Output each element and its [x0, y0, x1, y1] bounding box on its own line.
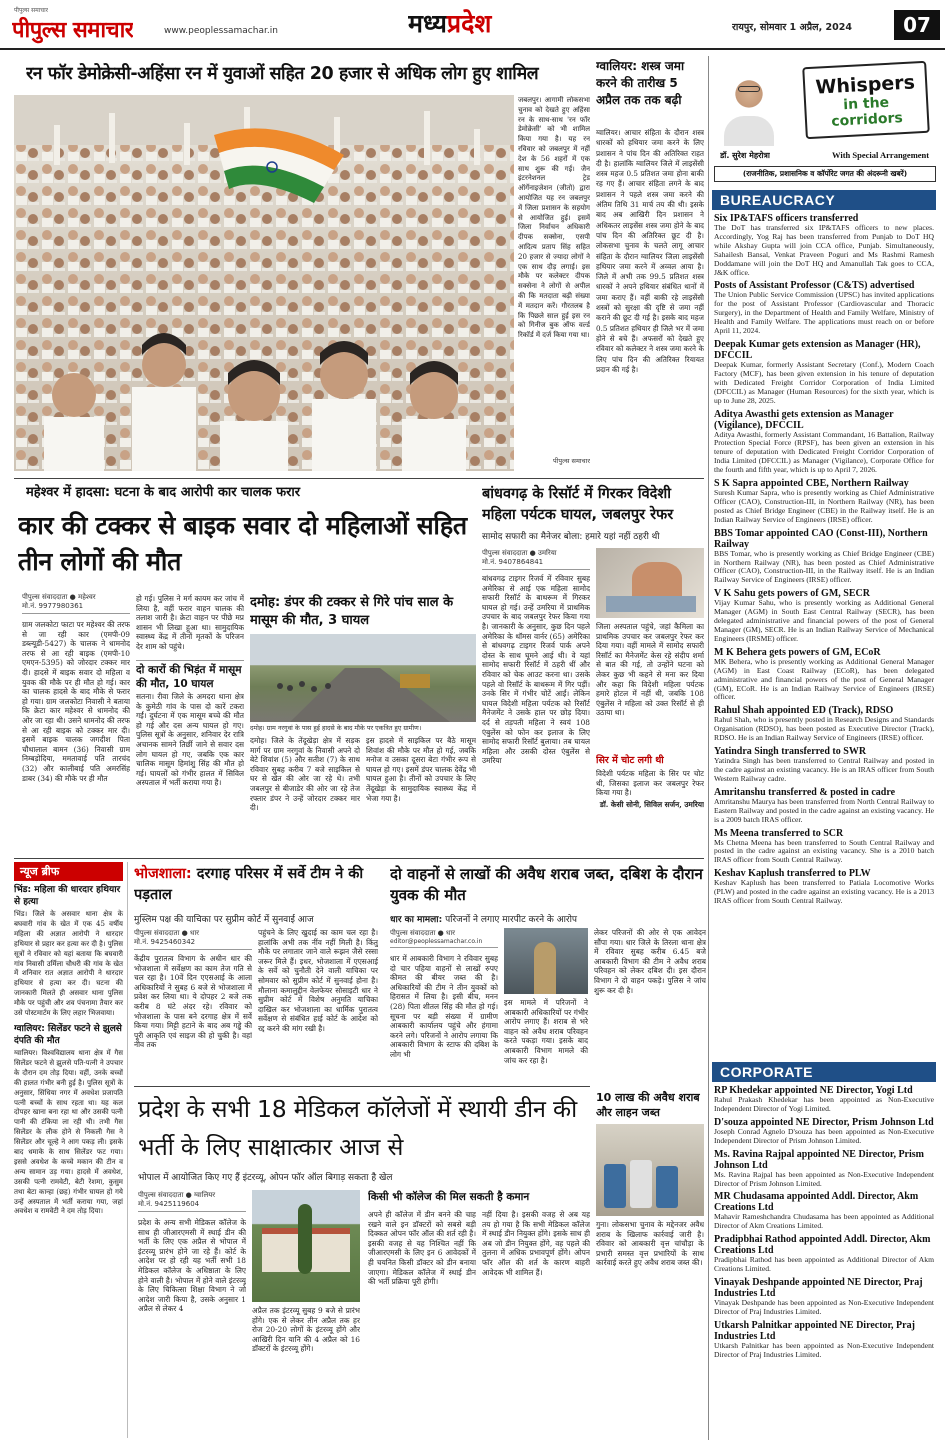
bandhavgarh-box-text: विदेशी पर्यटक महिला के सिर पर चोट थी, जिसका इलाज कर जबलपुर रेफर किया गया है। [596, 769, 704, 798]
damoh-headline: दमोह: डंपर की टक्कर से गिरे पांच साल के मासूम की मौत, 3 घायल [250, 595, 454, 628]
corp-text: Utkarsh Palnitkar has been appointed as Non-Executive Independent Director of Praj Industries Limited. [714, 1340, 934, 1359]
damoh-col2 [366, 736, 476, 852]
maheshwar-col2-text: हो गई। पुलिस ने मर्ग कायम कर जांच में लिया है, वहीं फरार वाहन चालक की तलाश जारी है। क्रेटा वाहन पर पीछे मप्र शासन भी लिखा हुआ था। सामुदायिक स्वास्थ्य केंद्र में तीनों मृतकों के परिजन देर शाम को पहुंचे। [136, 594, 244, 651]
bureau-text: Keshav Kaplush has been transferred to Patiala Locomotive Works (PLW) and posted in the cadre against an existing vacancy. He is a 2013 IRAS officer from South Central Railway. [714, 878, 934, 906]
bandhavgarh-photo [596, 548, 704, 618]
guna-liquor-text [596, 1220, 704, 1438]
bureau-text: Deepak Kumar, formerly Assistant Secretary (Conf.), Modern Coach Factory (MCF), has been given extension in his tenure of deputation with Dedicated Freight Corridor Corporation of India Limited (DFCCIL) as Manager (Human Resources) for the sixth year, which is up to June 28, 2025. [714, 359, 934, 405]
medical-col1 [138, 1218, 246, 1438]
corp-text: Joseph Conrad Agnelo D'souza has been appointed as Non-Executive Independent Director of Prism Johnson Limited. [714, 1126, 934, 1145]
bureau-heading: Deepak Kumar gets extension as Manager (HR), DFCCIL [714, 338, 921, 361]
bandhavgarh-box-head: सिर में चोट लगी थी [596, 755, 664, 766]
officer-figure [534, 942, 556, 994]
medical-photo [252, 1190, 360, 1302]
bhojshala-colon: : [185, 866, 197, 882]
whispers-title-line2: in the corridors [830, 94, 904, 130]
medical-sub: भोपाल में आयोजित किए गए हैं इंटरव्यू, ओपन फॉर ऑल बिगाड़ सकता है खेल [138, 1173, 393, 1183]
masthead-logo: पीपुल्स समाचार [12, 18, 134, 43]
lead-photo-credit: पीपुल्स समाचार [553, 457, 590, 465]
road-scene [250, 634, 476, 722]
maheshwar-kicker: महेश्वर में हादसा: घटना के बाद आरोपी कार चालक फरार [26, 485, 301, 500]
bhojshala-mobile: मो.नं. 9425460342 [134, 938, 252, 950]
page-number: 07 [894, 10, 940, 40]
dhar-liquor-photo [504, 928, 588, 994]
bandhavgarh-col1 [482, 574, 590, 856]
corporate-section-header: CORPORATE [712, 1062, 936, 1082]
bureau-heading: Ms Meena transferred to SCR [714, 827, 844, 839]
bhojshala-col1 [134, 954, 252, 1082]
bhojshala-col2-text: पहुंचने के लिए खुदाई का काम चल रहा है। हालांकि अभी तक नींव नहीं मिली है। किंतु मौके पर लगातार जाने वाले रूझन जैसे रस्सा जरूर मिले हैं। इधर, भोजशाला में एएसआई के सर्वे को चुनौती देने वाली याचिका पर सोमवार को सुप्रीम कोर्ट में सुनवाई होना है। मौलाना कमालुद्दीन वेलफेयर सोसाइटी धार ने सुप्रीम कोर्ट में विशेष अनुमति याचिका दाखिल कर भोजशाला का धार्मिक पुरातत्व सर्वेक्षण से संबंधित हाई कोर्ट के आदेश को रद्द करने की मांग रखी है। [258, 928, 378, 1033]
dhar-liquor-byline-block [390, 928, 498, 951]
bureau-heading: Posts of Assistant Professor (C&TS) advertised [714, 280, 915, 292]
hospital-bed [606, 596, 696, 612]
bureau-heading: Yatindra Singh transferred to SWR [714, 746, 867, 758]
corp-text: Vinayak Deshpande has been appointed as Non-Executive Independent Director of Praj Industries Limited. [714, 1298, 934, 1316]
bandhavgarh-mobile: मो.नं. 9407864841 [482, 558, 590, 570]
whispers-arrangement: With Special Arrangement [832, 150, 930, 160]
bhojshala-sub: मुस्लिम पक्ष की याचिका पर सुप्रीम कोर्ट में सुनवाई आज [134, 915, 314, 925]
maheshwar-col1 [22, 620, 130, 852]
whispers-banner [712, 58, 936, 188]
corp-text: Pradipbhai Rathod has been appointed as Additional Director of Akm Creations Limited. [714, 1255, 934, 1274]
bhojshala-col1-text: केंद्रीय पुरातत्व विभाग के अधीन धार की भोजशाला में सर्वेक्षण का काम तेज गति से चल रहा है। 10वें दिन एएसआई के आला अधिकारियों ने सुबह 6 बजे से भोजशाला में प्रवेश कर लिया था। ये दोपहर 2 बजे तक करीब 8 घंटे अंदर रहे। रविवार को भोजशाला के पास बने दरगाह क्षेत्र में सर्वे किया गया। मिट्टी हटाने के बाद अब गड्ढे की पूरी आकृति एवं साइज की हो चुकी है। वहां नीव तक [134, 954, 252, 1050]
medical-col4 [482, 1210, 590, 1438]
bureau-heading: Amritanshu transferred & posted in cadre [714, 786, 896, 798]
masthead [0, 0, 945, 50]
bhojshala-col2 [258, 928, 378, 1082]
bhojshala-byline-block [134, 928, 252, 953]
gwalior-arms-text: ग्वालियर। आचार संहिता के दौरान शस्त्र धारकों को हथियार जमा करने के लिए प्रशासन ने पांच दिन की अतिरिक्त राहत दी है। हालांकि ग्वालियर जिले में लाइसेंसी शस्त्र महज 0.5 प्रतिशत जमा होना बाकी रह गए हैं। आचार संहिता लगने के बाद प्रशासन ने पहले शस्त्र जमा करने की अंतिम तिथि 31 मार्च तय की थी। इसके बाद अब आखिरी दिन प्रशासन ने अधिकतर लाइसेंस शस्त्र जमा होने के बाद पांच दिन की अतिरिक्त छूट दी है। लोकसभा चुनाव के चलते लागू आचार संहिता के दौरान ग्वालियर जिला लाइसेंसी हथियार जमा करने में अव्वल आया है। जिले में अभी तक 99.5 प्रतिशत शस्त्र धारकों ने अपने हथियार संबंधित थानों में जमा कराए हैं। वहीं बाकी रहे लाइसेंसी शस्त्रों को सुरक्षा की दृष्टि से जमा नहीं कराने की छूट दी गई है। इसके बाद महज 0.5 प्रतिशत हथियार ही जिले भर में जमा होने से बचे हैं। अफसरों को देखते हुए रविवार को कलेक्टर ने शस्त्र जमा करने के लिए पांच दिन की अतिरिक्त रियायत प्रदान की गई है। [596, 128, 704, 374]
bandhavgarh-box [596, 754, 704, 854]
vertical-rule-right [708, 56, 709, 1440]
medical-col2 [252, 1306, 360, 1438]
whispers-author: डॉ. सुरेश मेहरोत्रा [720, 151, 770, 160]
bandhavgarh-col2 [596, 622, 704, 752]
bureau-heading: V K Sahu gets powers of GM, SECR [714, 588, 870, 600]
dhar-liquor-col2 [594, 928, 706, 1082]
whispers-title [802, 61, 930, 139]
bureau-heading: S K Sapra appointed CBE, Northern Railway [714, 478, 909, 490]
medical-col4-text: नहीं दिया है। इसकी वजह से अब यह तय हो गया है कि सभी मेडिकल कॉलेज में स्थाई डीन नियुक्त होंगे। इसके साथ ही अब जो डीन नियुक्त होंगे, वह पहले की तुलना में अधिक प्रभावपूर्ण होंगे। ओपन फॉर ऑल की शर्त के कारण बाहरी आवेदक भी शामिल हैं। [482, 1210, 590, 1277]
bureau-text: Yatindra Singh has been transferred to Central Railway and posted in the cadre against an existing vacancy. He is an IRAS officer from South Western Railway cadre. [714, 756, 934, 783]
bureaucracy-list [712, 213, 936, 906]
columnist-shirt [724, 116, 774, 146]
medical-col3-text: अपने ही कॉलेज में डीन बनने की चाह रखने वाले इन डॉक्टरों को सबसे बड़ी दिक्कत ओपन फॉर ऑल की शर्त रही है। इसकी वजह से यह निश्चित नहीं कि जीआरएमसी के लिए इन 6 आवेदकों में ही चयनित किसी डॉक्टर को डीन बनाया जाएगा। मेडिकल कॉलेज में स्थाई डीन की भर्ती प्रक्रिया पूरी होगी। [368, 1210, 476, 1287]
bureau-heading: Rahul Shah appointed ED (Track), RDSO [714, 705, 894, 717]
corporate-column [712, 1062, 936, 1438]
damoh-photo [250, 634, 476, 722]
medical-col2-text: अप्रैल तक इंटरव्यू सुबह 9 बजे से प्रारंभ होंगे। एक से लेकर तीन अप्रैल तक हर रोज 20-20 लोगों के इंटरव्यू होंगे और आखिरी दिन यानि की 4 अप्रैल को 16 डॉक्टरों के इंटरव्यू होंगे। [252, 1306, 360, 1354]
whispers-tagline: (राजनीतिक, प्रशासनिक व कॉर्पोरेट जगत की अंदरूनी खबरें) [714, 166, 936, 182]
bureau-heading: Keshav Kaplush transferred to PLW [714, 868, 871, 880]
bureau-text: Amritanshu Maurya has been transferred from North Central Railway to Eastern Railway and posted in the cadre against an existing vacancy. He is a 2009 batch IRAS officer. [714, 796, 934, 824]
gwalior-arms-headline: ग्वालियर: शस्त्र जमा करने की तारीख 5 अप्रैल तक तक बढ़ी [596, 59, 685, 107]
corp-text: Ms. Ravina Rajpal has been appointed as Non-Executive Independent Director of Prism Johnson Limited. [714, 1169, 934, 1188]
bureau-text: The DoT has transferred six IP&TAFS officers to new places. Accordingly, Yog Raj has been transferred from Punjab to DoT HQ while Akshay Gupta will join CCA office, Punjab. Simultaneously, Sahailesh Bansal, Venkat Praveen Poguri and Ms Rashmi Ramesh Doddamane will join the DoT HQ and Amanullah Tak goes to CCA, J&K office. [714, 223, 934, 277]
bhojshala-kicker: भोजशाला [134, 866, 186, 882]
news-brief-t2: ग्वालियर। विश्वविद्यालय थाना क्षेत्र में गैस सिलेंडर फटने से झुलसे पति-पत्नी ने उपचार के दौरान दम तोड़ दिया। वहीं, उनके बच्चों की हालत गंभीर बनी हुई है। पुलिस सूत्रों के अनुसार, सिंधिया नगर में अवधेश प्रजापति पत्नी बच्चों के साथ रहता था। यह कल दोपहर खाना बना रहा था और उसकी पत्नी पानी की टंकिया ला रही थी। तभी गैस सिलेंडर के लीक होने से निकली गैस ने सिलेंडर और चूल्हे ने आग पकड़ ली। इसके बाद धमाके के साथ सिलेंडर फट गया। इससे अवधेश के कच्चे मकान की टीन व अन्य सामान उड़ गया। हादसे में अवधेश, उसकी पत्नी रामवेटी, बेटी रेशमा, कुसुम तथा बेटा कान्हा (छह) गंभीर घायल हो गये उन्हें अस्पताल में भर्ती कराया गया, जहां अवधेश व रामवेटी ने दम तोड़ दिया। [14, 1048, 123, 1216]
bureau-heading: Aditya Awasthi gets extension as Manager (Vigilance), DFCCIL [714, 408, 894, 431]
corp-heading: Pradipbhai Rathod appointed Addl. Director, Akm Creations Ltd [714, 1234, 931, 1257]
maheshwar-mobile: मो.नं. 9977980361 [22, 602, 130, 614]
dhar-liquor-col3 [504, 998, 588, 1082]
masthead-dateline: रायपुर, सोमवार 1 अप्रैल, 2024 [732, 22, 852, 33]
damoh-col2-text: इस हादसे में साइकिल पर बैठे मासूम शिवांश की मौके पर मौत हो गई, जबकि मनोज व उसका दूसरा बेटा गंभीर रूप से घायल हो गए। इसमें डंपर चालक देवेंद्र भी घायल हुआ है। तीनों को उपचार के लिए तेंदूखेड़ा के सामुदायिक स्वास्थ्य केंद्र में भेजा गया है। [366, 736, 476, 803]
maheshwar-col2 [136, 594, 244, 654]
bandhavgarh-byline: पीपुल्स संवाददाता ● उमरिया [482, 549, 557, 557]
corp-text: Rahul Prakash Khedekar has been appointed as Non-Executive Independent Director of Yogi Limited. [714, 1095, 934, 1113]
news-brief-h1: भिंड: महिला की धारदार हथियार से हत्या [14, 885, 121, 907]
guna-liquor-photo [596, 1124, 704, 1216]
drum-2 [630, 1160, 652, 1208]
bandhavgarh-col2-text: जिला अस्पताल पहुंचे, जहां कैमिला का प्राथमिक उपचार कर जबलपुर रेफर कर दिया गया। वहीं मामले में सामोद सफारी रिसॉर्ट का मैनेजमेंट केस रहे संदीप शर्मा से बात की गई, तो उन्होंने घटना को लेकर कुछ भी कहने से मना कर दिया और कहा कि विदेशी महिला पर्यटक हमारे होटल में नहीं थी, जबकि 108 एंबुलेंस ने महिला को उक्त रिसॉर्ट से ही उठाया था। [596, 622, 704, 718]
gwalior-arms-body [596, 128, 704, 474]
bandhavgarh-byline-block [482, 548, 590, 573]
bureau-text: MK Behera, who is presently working as Additional General Manager (AGM) in East Coast Railway (ECoR), has been delegated administrative and financial powers of the post of General Manager (GM), ECoR. He is an Indian Railway Service of Engineers (IRSE) officer. [714, 656, 934, 702]
bureau-text: Ms Chetna Meena has been transferred to South Central Railway and posted in the cadre against an existing vacancy. She is a 2010 batch IRAS officer from South Central Railway. [714, 837, 934, 865]
news-brief-title: न्यूज ब्रीफ [14, 862, 123, 881]
bureau-heading: Six IP&TAFS officers transferred [714, 213, 859, 224]
maheshwar-subtext-body: सतना। रीवा जिले के अमदरा थाना क्षेत्र के कुमेठी गांव के पास दो कारें टकरा गईं। दुर्घटना में एक मासूम बच्चे की मौत हो गई और दस अन्य घायल हो गए। पुलिस सूत्रों के अनुसार, शनिवार देर रात्रि अचानक सामने तिर्छी जाने से सवार दस लोग घायल हो गए, जबकि एक कार चालिक मासूम हिमांशु सिंह की मौत हो गई। घायलों को गंभीर हालत में सिविल अस्पताल में भर्ती कराया गया है। [136, 692, 244, 788]
medical-box-head: किसी भी कॉलेज की मिल सकती है कमान [368, 1191, 530, 1203]
bandhavgarh-col1-text: बांधवगढ़ टाइगर रिजर्व में रविवार सुबह अमेरिका से आई एक महिला सामोद सफारी रिसॉर्ट के बाथरूम में गिरकर घायल हो गई। उन्हें उमरिया में प्राथमिक उपचार के बाद जबलपुर रेफर किया गया है। जानकारी के अनुसार, कुछ दिन पहले अमेरिका के थॉमस वार्नर (65) अमेरिका से बांधवगढ़ टाइगर रिजर्व पार्क अपने दोस्त के साथ घूमने आई थी। वे यहां सामोद सफारी रिसॉर्ट में ठहरी थीं और रविवार को चेक आउट करना था। उसके पहले वो रिसॉर्ट के बाथरूम में गिर पड़ीं। उनके सिर में गंभीर चोटें आईं। लेकिन घायल विदेशी महिला पर्यटक को रिसॉर्ट मैनेजमेंट ने उसके हाल पर छोड़ दिया। दर्द से तड़पती महिला ने स्वयं 108 एंबुलेंस को फोन कर इलाज के लिए सामोद सफारी रिसॉर्ट बुलाया। तब घायल महिला और उसकी दोस्त एंबुलेंस से उमरिया [482, 574, 590, 766]
drum-3 [656, 1166, 678, 1208]
dhar-liquor-sub [390, 912, 706, 925]
bureaucracy-section-header: BUREAUCRACY [712, 190, 936, 210]
corp-heading: Vinayak Deshpande appointed NE Director, Praj Industries Ltd [714, 1277, 923, 1300]
dhar-liquor-sub-text: परिजनों ने लगाए मारपीट करने के आरोप [445, 915, 578, 925]
maheshwar-byline-block [22, 592, 130, 617]
bhojshala-headline [134, 864, 378, 908]
crowd-illustration [14, 95, 514, 471]
masthead-section [408, 6, 538, 40]
lead-headline: रन फॉर डेमोक्रेसी-अहिंसा रन में युवाओं सहित 20 हजार से अधिक लोग हुए शामिल [26, 64, 539, 84]
medical-col3 [368, 1210, 476, 1438]
maheshwar-byline: पीपुल्स संवाददाता ● महेश्वर [22, 593, 96, 601]
corp-heading: MR Chudasama appointed Addl. Director, Akm Creations Ltd [714, 1191, 919, 1214]
guna-liquor-body: गुना। लोकसभा चुनाव के मद्देनजर अवैध शराब के खिलाफ कार्रवाई जारी है। रविवार को आबकारी वृत्त चांचौड़ा के प्रभारी समस्त वृत्त प्रभारियों के साथ कार्रवाई करते हुए अवैध शराब जब्त की। [596, 1220, 704, 1268]
damoh-col1 [250, 736, 360, 852]
section-part1: मध्य [408, 9, 447, 38]
dhar-liquor-sub-label: धार का मामला: [390, 915, 443, 925]
corp-heading: Utkarsh Palnitkar appointed NE Director, Praj Industries Ltd [714, 1319, 915, 1342]
lead-side-text [518, 96, 590, 452]
corp-heading: D'souza appointed NE Director, Prism Johnson Ltd [714, 1116, 934, 1128]
news-brief-h2: ग्वालियर: सिलेंडर फटने से झुलसे दंपति की मौत [14, 1023, 122, 1046]
palm-tree [298, 1204, 312, 1274]
news-brief-t1: भिंड। जिले के असवार थाना क्षेत्र के बघवारी गांव के खेत में एक 45 वर्षीय महिला की अज्ञात आरोपी ने धारदार हथियार से प्रहार कर हत्या कर दी है। पुलिस सूत्रों ने रविवार को यहां बताया कि बघवारी गांव निवासी उर्मिला चौधरी की गांव के खेत में शनिवार रात अज्ञात आरोपी ने धारदार हथियार से हत्या कर दी। घटना की जानकारी मिलते ही असवार थाना पुलिस मौके पर पहुंची और शव पंचनामा तैयार कर उसे पोस्टमार्टम के लिए लहार भिजवाया। [14, 910, 123, 1018]
maheshwar-subhead: दो कारों की भिड़ंत में मासूम की मौत, 10 घायल [136, 660, 244, 691]
guna-liquor-head: 10 लाख की अवैध शराब और लाहन जब्त [596, 1091, 700, 1119]
medical-headline: प्रदेश के सभी 18 मेडिकल कॉलेजों में स्थायी डीन की भर्ती के लिए साक्षात्कार आज से [138, 1095, 577, 1161]
corp-text: Mahavir Rameshchandra Chudasama has been appointed as Additional Director of Akm Creations Limited. [714, 1212, 934, 1231]
dhar-liquor-headline: दो वाहनों से लाखों की अवैध शराब जब्त, दबिश के दौरान युवक की मौत [390, 865, 703, 904]
drum-1 [604, 1164, 626, 1208]
section-part2: प्रदेश [446, 9, 492, 38]
columnist-photo [718, 62, 780, 146]
corp-heading: Ms. Ravina Rajpal appointed NE Director, Prism Johnson Ltd [714, 1148, 924, 1171]
bandhavgarh-box-sign: डॉ. केसी सोनी, सिविल सर्जन, उमरिया [599, 799, 704, 809]
dhar-liquor-email: editor@peoplessamachar.co.in [390, 938, 498, 948]
divider-lower [134, 1086, 590, 1087]
bhojshala-headline-rest: दरगाह परिसर में सर्वे टीम ने की पड़ताल [134, 866, 364, 903]
whispers-title-line1: Whispers [814, 71, 916, 99]
bureau-text: Vijay Kumar Sahu, who is presently working as Additional General Manager (AGM) in South East Central Railway (SECR), has been delegated administrative and financial powers of the post of General Manager (GM), SECR. He is an Indian Railway Service of Mechanical Engineers (IRSME) officer. [714, 598, 934, 643]
bandhavgarh-headline: बांधवगढ़ के रिसॉर्ट में गिरकर विदेशी महिला पर्यटक घायल, जबलपुर रेफर [482, 486, 674, 523]
damoh-col1-text: दमोह। जिले के तेंदूखेड़ा क्षेत्र में सड़क मार्ग पर ग्राम नरगुवां के निवासी अपने दो बेटे शिवांश (5) और सतीश (7) के साथ रविवार सुबह करीब 7 बजे साइकिल से घर से खेत की ओर जा रहे थे। तभी जबलपुर से बीजाडेर की ओर जा रहे तेज रफ्तार डंपर ने उन्हें जोरदार टक्कर मार दी। [250, 736, 360, 813]
news-brief [14, 862, 128, 1438]
lead-side-body: जबलपुर। आगामी लोकसभा चुनाव को देखते हुए अहिंसा रन के साथ-साथ 'रन फॉर डेमोक्रेसी' को भी शामिल किया गया है। यह रन रविवार को जबलपुर में नहीं देश के 56 शहरों में एक साथ शुरू की गई। जैन इंटरनेशनल ट्रेड ऑर्गेनाइजेशन (जीतो) द्वारा आयोजित यह रन जबलपुर में जिला प्रशासन के सहयोग से आयोजित हुई। इसमें जिला निर्वाचन अधिकारी दीपक सक्सेना, एसपी आदित्य प्रताप सिंह सहित 20 हजार से ज्यादा लोगों ने एक साथ दौड़ लगाई। इस मौके पर कलेक्टर दीपक सक्सेना ने लोगों से अपील की कि मतदाता बढ़ी संख्या में मतदान करें। गौरतलब है कि पिछले साल हुई इस रन को गिनीज बुक ऑफ वर्ल्ड रिकॉर्ड में दर्ज किया गया था। [518, 96, 590, 340]
damoh-caption: दमोह। ग्राम नरगुवां के पास हुई हादसे के बाद मौके पर एकत्रित हुए ग्रामीण। [250, 724, 422, 732]
divider-lead [14, 478, 704, 479]
medical-mobile: मो.नं. 9425119604 [138, 1200, 246, 1212]
bureau-text: Rahul Shah, who is presently posted in Research Designs and Standards Organisation (RDSO), has been posted as Executive Director (Track), RDSO. He is an Indian Railway Service of Engineers (IRSE) officer. [714, 715, 934, 743]
bureau-text: The Union Public Service Commission (UPSC) has invited applications for the post of Assistant Professor (Cardiovascular and Thoracic Surgery), in the Department of Health and Family Welfare, Ministry of Health and Family Welfare. The applications must reach on or before April 11, 2024. [714, 290, 934, 336]
maheshwar-subtext [136, 692, 244, 852]
masthead-logo-tag: पीपुल्स समाचार [14, 7, 49, 14]
maheshwar-col1-text: ग्राम जलकोटा फाटा पर महेश्वर की तरफ से जा रही कार (एमपी-09 डब्ल्यूडी-5427) के चालक ने धामनोद तरफ से आ रही बाइक (एमपी-10 एमएन-5395) को जोरदार टक्कर मार दी। हादसे में बाइक सवार दो महिला व युवक की मौके पर ही मौत हो गई। कार का चालक हादसे के बाद मौके से फरार हो गया। ग्राम जलकोटा निवासी ने बताया कि क्रेटा कार महेश्वर से धामनोद की ओर जा रहा थी। उसने धामनोद की तरफ से आ रही बाइक को टक्कर मार दी। इसमें बाइक चालक जगदीश पिता चौथालाल बामन (36) निवासी ग्राम निम्बड़ोदिया, ममतावाई पति तारचंद (32) और कालीबाई पति अमरसिंह डाबर (34) की मौके पर ही मौत [22, 620, 130, 783]
maheshwar-headline: कार की टक्कर से बाइक सवार दो महिलाओं सहित तीन लोगों की मौत [18, 511, 467, 576]
medical-col1-text: प्रदेश के अन्य सभी मेडिकल कॉलेज के साथ ही जीआरएमसी में स्थाई डीन की भर्ती के लिए एक अप्रैल से भोपाल में इंटरव्यू प्रारंभ होने जा रहे हैं। कोर्ट के आदेश पर हो रही यह भर्ती सभी 18 मेडिकल कॉलेज के अधिष्ठाता के लिए होने वाली है। भोपाल में होने वाले इंटरव्यू के लिए चिकित्सा शिक्षा विभाग ने जो आदेश जारी किया है, उसके अनुसार 1 अप्रैल से लेकर 4 [138, 1218, 246, 1314]
medical-byline: पीपुल्स संवाददाता ● ग्वालियर [138, 1191, 216, 1199]
dhar-liquor-col1-text: धार में आबकारी विभाग ने रविवार सुबह दो चार पहिया वाहनों से लाखों रुपए कीमत की बीयर जब्त की है। अधिकारियों की टीम ने तीन युवकों को हिरासत में लिया है। इसी बीच, मनन (28) पिता शीतल सिंह की मौत हो गई। सूचना पर बड़ी संख्या में ग्रामीण आबकारी कार्यालय पहुंचे और हंगामा करने लगे। परिजनों ने आरोप लगाया कि आबकारी विभाग के स्टाफ की दबिश के लोग भी [390, 954, 498, 1059]
bandhavgarh-sub: सामोद सफारी का मैनेजर बोला: हमारे यहां नहीं ठहरी थी [482, 532, 660, 542]
corp-heading: RP Khedekar appointed NE Director, Yogi Ltd [714, 1085, 913, 1096]
masthead-website: www.peoplessamachar.in [164, 26, 278, 36]
dhar-liquor-col3-text: इस मामले में परिजनों ने आबकारी अधिकारियों पर गंभीर आरोप लगाए हैं। शराब से भरे वाहन को अवैध शराब परिवहन करते पकड़ा गया। इसके बाद आबकारी विभाग मामले की जांच कर रहा है। [504, 998, 588, 1065]
bureau-heading: M K Behera gets powers of GM, ECoR [714, 646, 881, 658]
bureau-heading: BBS Tomar appointed CAO (Const-III), Northern Railway [714, 527, 928, 550]
dhar-liquor-byline: पीपुल्स संवाददाता ● धार [390, 929, 455, 937]
dhar-liquor-col2-text: लेकर परिजनों की ओर से एक आवेदन सौंपा गया। धार जिले के तिरला थाना क्षेत्र में रविवार सुबह करीब 6.45 बजे आबकारी विभाग की टीम ने अवैध शराब परिवहन को लेकर दबिश दी। इस दौरान विभाग ने दो वाहन पकड़े। पुलिस ने जांच शुरू कर दी है। [594, 928, 706, 995]
bureau-text: BBS Tomar, who is presently working as Chief Bridge Engineer (CBE) in Northern Railway (NR), has been posted as Chief Administrative Officer (CAO), Construction-III, in the Railway itself. He is an Indian Railway Service of Engineers (IRSE) officer. [714, 548, 934, 585]
medical-byline-block [138, 1190, 246, 1215]
bureau-text: Aditya Awasthi, formerly Assistant Commandant, 16 Battalion, Railway Protection Special Force (RPSF), has been given an extension in his tenure of deputation with Dedicated Freight Corridor Corporation of India Limited (DFCCIL) as Manager (Vigilance), Corporate Office for the fourth and fifth year, which is up to April 7, 2026. [714, 429, 934, 475]
bureau-text: Suresh Kumar Sapra, who is presently working as Chief Administrative Officer (CAO), Construction-III, in Northern Railway (NR), has been posted as Chief Bridge Engineer (CBE) in the Railway itself. He is an Indian Railway Service of Engineers (IRSE) officer. [714, 488, 934, 524]
dhar-liquor-col1 [390, 954, 498, 1082]
lead-photo [14, 95, 514, 471]
divider-mid [14, 858, 704, 859]
columnist-glasses [738, 86, 760, 92]
bureaucracy-column [712, 190, 936, 1056]
bhojshala-byline: पीपुल्स संवाददाता ● धार [134, 929, 199, 937]
corporate-list [712, 1085, 936, 1360]
